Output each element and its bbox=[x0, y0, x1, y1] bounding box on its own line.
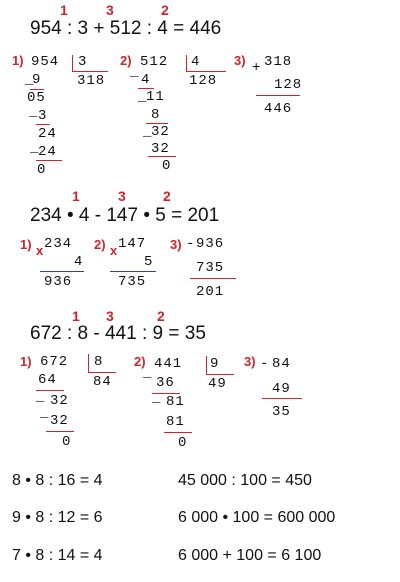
partial-value: 0 bbox=[178, 435, 188, 451]
operand: 936 bbox=[196, 236, 225, 252]
quotient: 84 bbox=[93, 374, 112, 390]
operand: 128 bbox=[274, 77, 303, 93]
operation-sign: + bbox=[252, 60, 262, 76]
step-label: 2) bbox=[134, 354, 146, 369]
step-label: 2) bbox=[94, 237, 106, 252]
expression: 672 : 8 - 441 : 9 = 35 bbox=[30, 323, 206, 344]
divisor: 9 bbox=[210, 356, 220, 372]
dividend: 441 bbox=[154, 356, 183, 372]
order-marker: 1 bbox=[60, 2, 68, 18]
partial-value: 0 bbox=[162, 158, 172, 174]
order-marker: 2 bbox=[161, 2, 169, 18]
dividend: 512 bbox=[140, 54, 169, 70]
order-marker: 1 bbox=[72, 308, 80, 324]
partial-value: 8 bbox=[151, 107, 161, 123]
order-marker: 1 bbox=[72, 188, 80, 204]
partial-value: 9 bbox=[32, 72, 42, 88]
divisor: 3 bbox=[78, 54, 88, 70]
order-marker: 2 bbox=[163, 188, 171, 204]
result: 936 bbox=[44, 274, 73, 290]
quotient: 128 bbox=[189, 73, 218, 89]
operand: 735 bbox=[196, 260, 225, 276]
dividend: 954 bbox=[31, 54, 60, 70]
fact-line: 6 000 + 100 = 6 100 bbox=[178, 547, 322, 564]
result: 735 bbox=[118, 274, 147, 290]
partial-value: 36 bbox=[156, 375, 175, 391]
dividend: 672 bbox=[40, 354, 69, 370]
partial-value: 3 bbox=[38, 108, 48, 124]
quotient: 49 bbox=[208, 376, 227, 392]
step-label: 1) bbox=[20, 354, 32, 369]
fact-line: 7 • 8 : 14 = 4 bbox=[12, 547, 103, 564]
operation-sign: x bbox=[36, 243, 44, 258]
operand: 318 bbox=[264, 54, 293, 70]
partial-value: 24 bbox=[38, 126, 57, 142]
result: 35 bbox=[272, 404, 291, 420]
expression: 954 : 3 + 512 : 4 = 446 bbox=[30, 18, 222, 39]
partial-value: 32 bbox=[50, 393, 69, 409]
operand: 234 bbox=[44, 236, 73, 252]
divisor: 8 bbox=[94, 354, 104, 370]
step-label: 1) bbox=[20, 237, 32, 252]
partial-value: 05 bbox=[27, 90, 46, 106]
fact-line: 6 000 • 100 = 600 000 bbox=[178, 509, 336, 526]
step-label: 3) bbox=[244, 354, 256, 369]
step-label: 2) bbox=[120, 53, 132, 68]
partial-value: 24 bbox=[38, 144, 57, 160]
step-label: 3) bbox=[234, 53, 246, 68]
divisor: 4 bbox=[191, 54, 201, 70]
partial-value: 64 bbox=[38, 372, 57, 388]
step-label: 3) bbox=[170, 237, 182, 252]
operation-sign: x bbox=[110, 243, 118, 258]
order-marker: 3 bbox=[106, 2, 114, 18]
operation-sign: - bbox=[260, 356, 270, 372]
expression: 234 • 4 - 147 • 5 = 201 bbox=[30, 205, 220, 226]
order-marker: 2 bbox=[157, 308, 165, 324]
result: 201 bbox=[196, 284, 225, 300]
partial-value: 11 bbox=[146, 89, 165, 105]
operand: 84 bbox=[272, 356, 291, 372]
partial-value: 32 bbox=[151, 141, 170, 157]
partial-value: 0 bbox=[62, 434, 72, 450]
fact-line: 8 • 8 : 16 = 4 bbox=[12, 472, 103, 489]
fact-line: 9 • 8 : 12 = 6 bbox=[12, 509, 103, 526]
quotient: 318 bbox=[77, 73, 106, 89]
partial-value: 4 bbox=[141, 72, 151, 88]
partial-value: 32 bbox=[50, 413, 69, 429]
result: 446 bbox=[264, 101, 293, 117]
operand: 4 bbox=[74, 254, 84, 270]
partial-value: 81 bbox=[166, 414, 185, 430]
operand: 49 bbox=[272, 381, 291, 397]
partial-value: 81 bbox=[166, 394, 185, 410]
order-marker: 3 bbox=[118, 188, 126, 204]
operation-sign: - bbox=[186, 236, 196, 252]
fact-line: 45 000 : 100 = 450 bbox=[178, 472, 312, 489]
partial-value: 32 bbox=[151, 124, 170, 140]
operand: 5 bbox=[144, 254, 154, 270]
operand: 147 bbox=[118, 236, 147, 252]
order-marker: 3 bbox=[106, 308, 114, 324]
step-label: 1) bbox=[12, 53, 24, 68]
partial-value: 0 bbox=[37, 162, 47, 178]
